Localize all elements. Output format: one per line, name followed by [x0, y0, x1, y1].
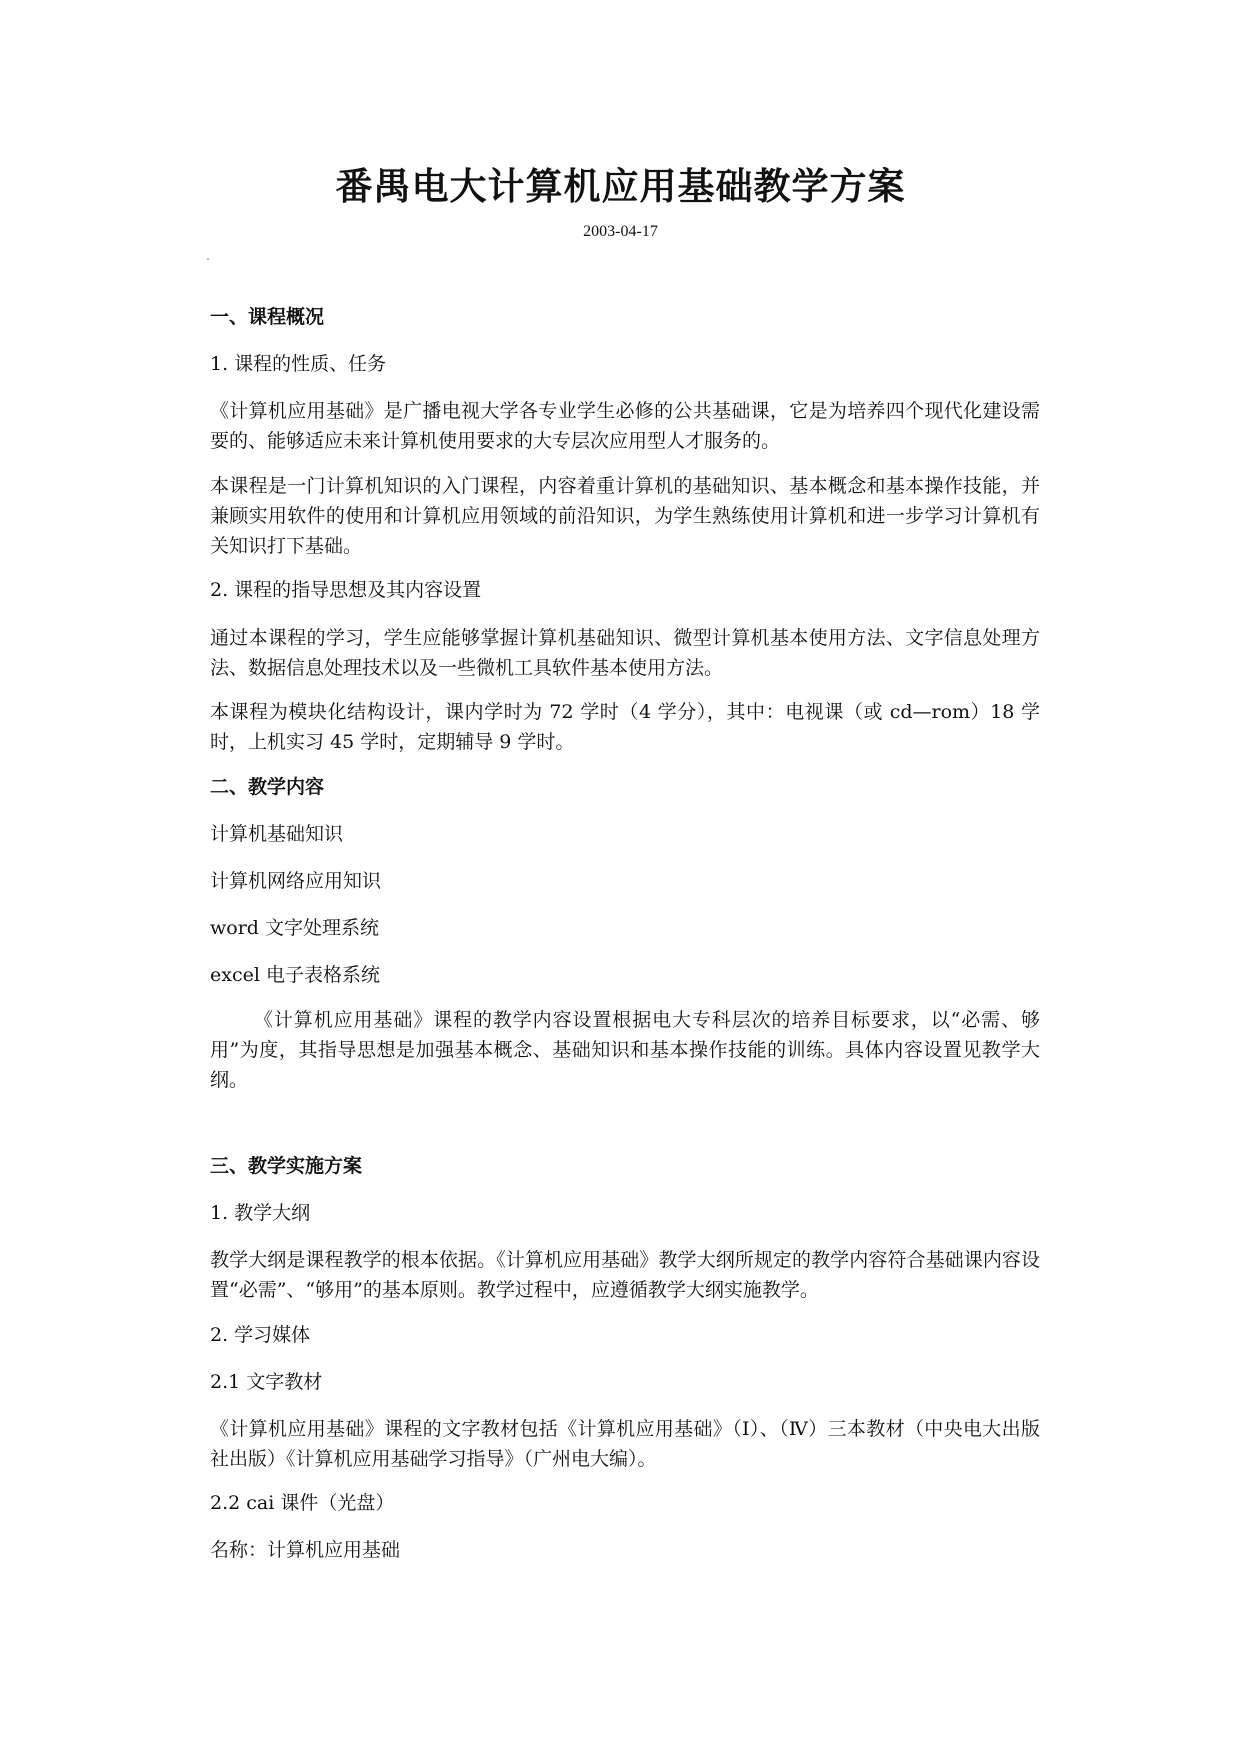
paragraph-syllabus: 教学大纲是课程教学的根本依据。《计算机应用基础》教学大纲所规定的教学内容符合基础课内容设置“必需”、“够用”的基本原则。教学过程中，应遵循教学大纲实施教学。	[210, 1249, 1040, 1301]
section-heading-content: 二、教学内容	[210, 776, 325, 798]
subheading-course-nature: 1. 课程的性质、任务	[210, 353, 387, 375]
section-heading-overview: 一、课程概况	[210, 306, 325, 328]
document-date: 2003-04-17	[583, 223, 658, 240]
content-item: 计算机网络应用知识	[210, 870, 382, 892]
paragraph-course-nature: 《计算机应用基础》是广播电视大学各专业学生必修的公共基础课，它是为培养四个现代化建设需要的、能够适应未来计算机使用要求的大专层次应用型人才服务的。	[210, 400, 1040, 452]
paragraph-content-setting: 《计算机应用基础》课程的教学内容设置根据电大专科层次的培养目标要求，以“必需、够用”为度，其指导思想是加强基本概念、基础知识和基本操作技能的训练。具体内容设置见教学大纲。	[210, 1009, 1040, 1091]
paragraph-courseware-name: 名称：计算机应用基础	[210, 1539, 401, 1561]
paragraph-course-intro: 本课程是一门计算机知识的入门课程，内容着重计算机的基础知识、基本概念和基本操作技能，并兼顾实用软件的使用和计算机应用领域的前沿知识，为学生熟练使用计算机和进一步学习计算机有关知识打下基础。	[210, 475, 1040, 557]
subheading-syllabus: 1. 教学大纲	[210, 1202, 311, 1224]
subheading-learning-media: 2. 学习媒体	[210, 1324, 311, 1346]
section-heading-implementation: 三、教学实施方案	[210, 1155, 363, 1177]
paragraph-text-materials: 《计算机应用基础》课程的文字教材包括《计算机应用基础》（Ⅰ）、（Ⅳ）三本教材（中央电大出版社出版）《计算机应用基础学习指导》（广州电大编）。	[210, 1418, 1040, 1470]
subheading-guiding-thought: 2. 课程的指导思想及其内容设置	[210, 579, 482, 601]
paragraph-course-hours: 本课程为模块化结构设计，课内学时为 72 学时（4 学分），其中：电视课（或 cd—rom）18 学时，上机实习 45 学时，定期辅导 9 学时。	[210, 701, 1040, 753]
paragraph-learning-goals: 通过本课程的学习，学生应能够掌握计算机基础知识、微型计算机基本使用方法、文字信息处理方法、数据信息处理技术以及一些微机工具软件基本使用方法。	[210, 627, 1040, 679]
document-title: 番禺电大计算机应用基础教学方案	[335, 164, 906, 208]
content-item: excel 电子表格系统	[210, 964, 380, 986]
subheading-text-materials: 2.1 文字教材	[210, 1371, 323, 1393]
content-item: 计算机基础知识	[210, 823, 344, 845]
stray-mark	[207, 258, 209, 260]
subheading-cai-courseware: 2.2 cai 课件（光盘）	[210, 1492, 395, 1514]
content-item: word 文字处理系统	[210, 917, 379, 939]
